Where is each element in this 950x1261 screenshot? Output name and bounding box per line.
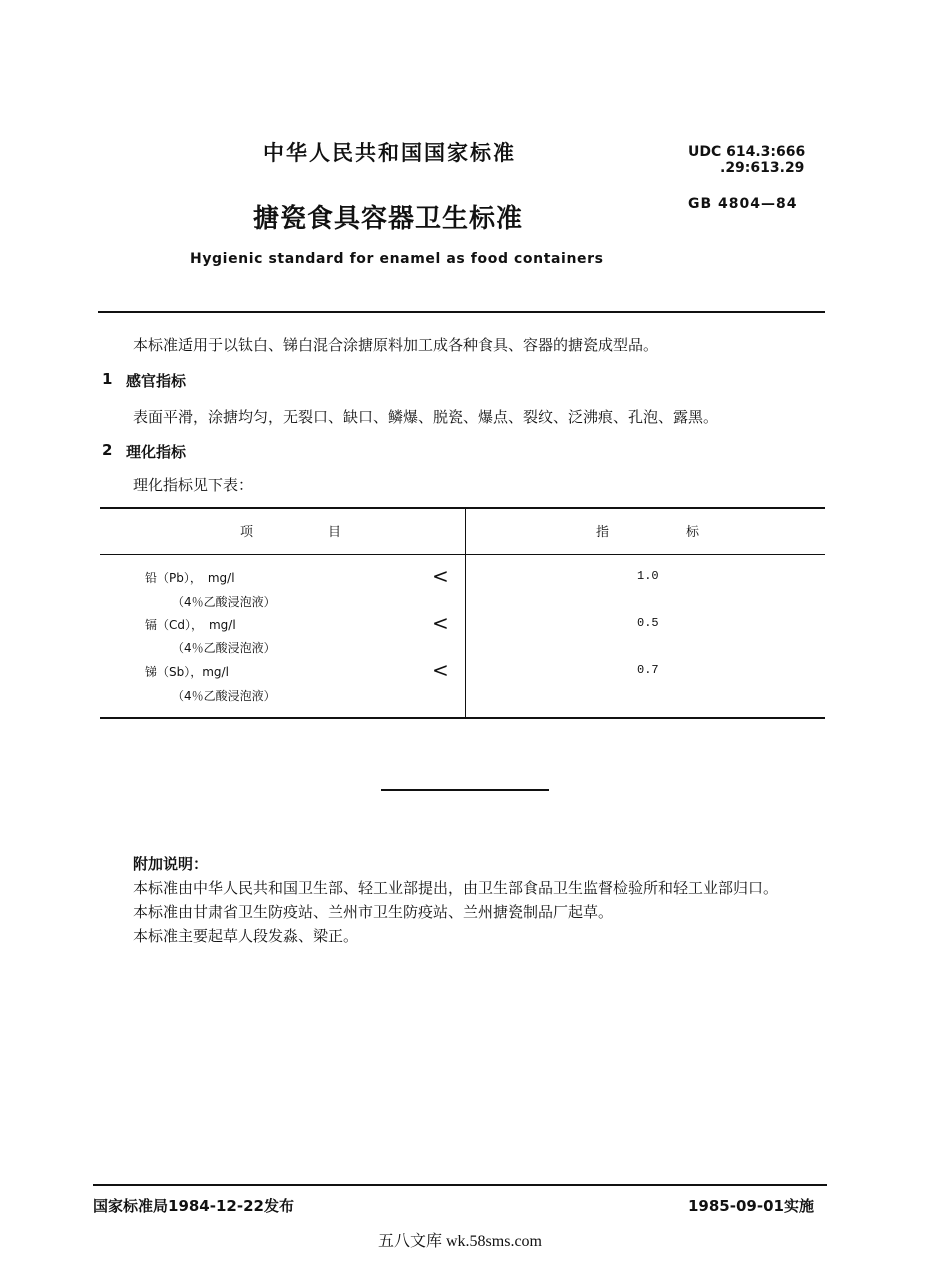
section-2-body: 理化指标见下表： — [133, 476, 254, 494]
end-of-text-rule — [381, 789, 549, 791]
notes-line-1: 本标准由中华人民共和国卫生部、轻工业部提出，由卫生部食品卫生监督检验所和轻工业部归口。 — [133, 879, 779, 897]
section-2-number: 2 — [102, 441, 113, 459]
national-standard-label: 中华人民共和国国家标准 — [263, 141, 516, 165]
document-title-english: Hygienic standard for enamel as food containers — [190, 251, 604, 267]
column-header-value-1: 指 — [596, 525, 610, 540]
footer-divider — [93, 1184, 827, 1186]
column-header-item-1: 项 — [240, 525, 254, 540]
gb-number: GB 4804—84 — [688, 196, 798, 212]
table-row-item: 锑（Sb），mg/l — [145, 665, 229, 679]
table-row-note: （4％乙酸浸泡液） — [172, 689, 276, 703]
table-header-rule — [100, 554, 825, 555]
table-top-rule — [100, 507, 825, 509]
table-row-operator: < — [432, 564, 449, 588]
table-bottom-rule — [100, 717, 825, 719]
table-column-divider — [465, 507, 466, 719]
table-row-note: （4％乙酸浸泡液） — [172, 595, 276, 609]
notes-line-2: 本标准由甘肃省卫生防疫站、兰州市卫生防疫站、兰州搪瓷制品厂起草。 — [133, 903, 614, 921]
udc-code-line1: UDC 614.3:666 — [688, 144, 806, 160]
table-row-value: 0.5 — [637, 616, 659, 630]
table-row-operator: < — [432, 658, 449, 682]
document-title: 搪瓷食具容器卫生标准 — [253, 204, 524, 234]
column-header-item-2: 目 — [328, 525, 342, 540]
notes-heading: 附加说明： — [133, 855, 209, 873]
table-row-value: 0.7 — [637, 663, 659, 677]
section-2-title: 理化指标 — [126, 443, 187, 461]
table-row-note: （4％乙酸浸泡液） — [172, 641, 276, 655]
effective-date: 1985-09-01实施 — [688, 1197, 814, 1215]
table-row-value: 1.0 — [637, 569, 659, 583]
section-1-body: 表面平滑，涂搪均匀，无裂口、缺口、鳞爆、脱瓷、爆点、裂纹、泛沸痕、孔泡、露黑。 — [133, 408, 719, 426]
column-header-value-2: 标 — [686, 525, 700, 540]
section-1-title: 感官指标 — [126, 372, 187, 390]
table-row-item: 镉（Cd）， mg/l — [145, 618, 236, 632]
notes-line-3: 本标准主要起草人段发淼、梁正。 — [133, 927, 359, 945]
udc-code-line2: .29:613.29 — [720, 160, 805, 176]
header-divider — [98, 311, 825, 313]
intro-paragraph: 本标准适用于以钛白、锑白混合涂搪原料加工成各种食具、容器的搪瓷成型品。 — [133, 336, 659, 354]
table-row-item: 铅（Pb）， mg/l — [145, 571, 235, 585]
issue-date: 国家标准局1984-12-22发布 — [93, 1197, 294, 1215]
section-1-number: 1 — [102, 370, 113, 388]
watermark-text: 五八文库 wk.58sms.com — [378, 1233, 543, 1250]
table-row-operator: < — [432, 611, 449, 635]
